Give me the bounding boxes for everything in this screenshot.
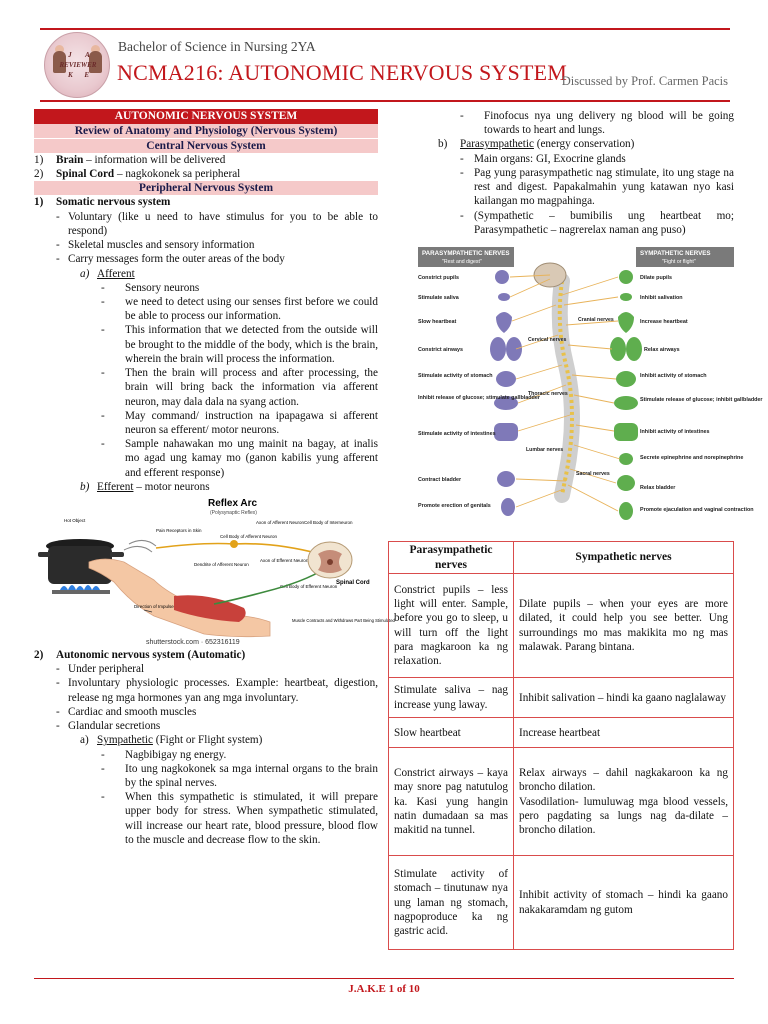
page-footer: J.A.K.E 1 of 10 [348, 983, 420, 995]
motion-line [129, 540, 156, 546]
bladder-icon [497, 471, 515, 487]
label-dendrite: Dendrite of Afferent Neuron [194, 562, 249, 568]
ans-list [34, 662, 378, 733]
symp-header: SYMPATHETIC NERVES [640, 249, 711, 257]
section-banner: Central Nervous System [34, 139, 378, 153]
column-header: Sympathetic nerves [514, 541, 734, 573]
definition: – nagkokonek sa peripheral [114, 168, 241, 181]
header-rule-top [40, 28, 730, 30]
term: Spinal Cord [56, 168, 115, 181]
list-item: - Sensory neurons [101, 281, 200, 294]
footer-rule [34, 978, 734, 979]
list-text: Involuntary physiologic processes. Example: heartbeat, digestion, release ng mga hormones yan ang mga involuntary. [68, 677, 378, 704]
list-number: 2) [34, 649, 44, 662]
list-text: May command/ instruction na ipapagawa si afferent neuron sa efferent/ motor neurons. [125, 409, 378, 436]
para-label: Stimulate activity of stomach [418, 372, 493, 379]
sub-title-rest: – motor neurons [133, 480, 210, 493]
symp-label: Stimulate release of glucose; inhibit gallbladder [640, 396, 763, 403]
list-text: Voluntary (like u need to have stimulus for you to be able to respond) [68, 210, 378, 237]
symp-label: Dilate pupils [640, 274, 673, 281]
table-row [389, 574, 734, 678]
reflex-subtitle: (Polysynaptic Reflex) [210, 510, 257, 517]
subheading [34, 648, 378, 662]
interneuron [327, 559, 333, 565]
symp-label: Promote ejaculation and vaginal contraction [640, 506, 754, 513]
genitals-icon [501, 498, 515, 516]
list-item: - Glandular secretions [56, 720, 161, 733]
list-text: Cardiac and smooth muscles [68, 705, 197, 718]
section-banner: AUTONOMIC NERVOUS SYSTEM [34, 109, 378, 124]
table-cell: Inhibit salivation – hindi ka gaano naglalaway [514, 678, 734, 718]
list-text: Sensory neurons [125, 281, 200, 294]
para-label: Constrict pupils [418, 274, 460, 281]
list-text: Main organs: GI, Exocrine glands [474, 152, 626, 165]
sympathetic-continued-list [388, 109, 734, 137]
left-column [34, 109, 395, 847]
sub-title: Parasympathetic [460, 138, 534, 151]
afferent-heading [34, 267, 378, 281]
list-item: - Cardiac and smooth muscles [56, 705, 197, 718]
list-text: Glandular secretions [68, 720, 161, 733]
eye-icon [619, 270, 633, 284]
symp-label: Relax bladder [640, 484, 676, 491]
autonomic-nerves-diagram [416, 245, 763, 535]
reflex-arc-illustration [34, 496, 395, 647]
para-label: Contract bladder [418, 476, 462, 483]
genitals-icon [619, 502, 633, 520]
symp-label: Inhibit activity of intestines [640, 428, 710, 435]
symp-label: Inhibit salivation [640, 294, 683, 301]
list-item: - (Sympathetic – bumibilis ung heartbeat mo; Parasympathetic – nagrerelax naman ang puso) [460, 209, 734, 236]
saliva-gland-icon [620, 293, 632, 301]
list-item: - Finofocus nya ung delivery ng blood will be going towards to heart and lungs. [460, 110, 734, 137]
sub-title: Sympathetic [97, 734, 153, 747]
list-item: - When this sympathetic is stimulated, it will prepare upper body for stress. When sympathetic stimulated, will increase our heart rate, blood pressure, blood flow to the muscle and decrease flow to the skin. [101, 791, 378, 846]
symp-label: Secrete epinephrine and norepinephrine [640, 454, 744, 461]
nerve-region-label: Cervical nerves [528, 336, 567, 343]
list-text: Carry messages form the outer areas of the body [68, 253, 285, 266]
sub-title-rest: (Fight or Flight system) [152, 734, 263, 747]
section-banner: Peripheral Nervous System [34, 181, 378, 195]
list-text: (Sympathetic – bumibilis ung heartbeat mo; Parasympathetic – nagrerelax naman ang puso) [474, 209, 734, 236]
logo-text: K E [67, 71, 95, 79]
comparison-table [388, 541, 734, 950]
stove [52, 590, 110, 594]
liver-icon [614, 396, 638, 410]
page-title: NCMA216: AUTONOMIC NERVOUS SYSTEM [117, 60, 567, 85]
label-pain-receptors: Pain Receptors in Skin [156, 528, 202, 534]
list-text: This information that we detected from the outside will be brought to the middle of the body, which is the brain, wherein the brain will process the information. [125, 324, 378, 365]
para-label: Constrict airways [418, 346, 463, 353]
table-header-row [389, 541, 734, 573]
list-item: - Nagbibigay ng energy. [101, 748, 227, 761]
eye-icon [495, 270, 509, 284]
list-text: When this sympathetic is stimulated, it will prepare upper body for stress. When sympathetic stimulated, will increase our heart rate, blood pressure, blood flow to the muscle and decrease flow to the skin. [125, 791, 378, 846]
stomach-icon [496, 371, 516, 387]
list-item [34, 153, 378, 167]
label-axon-efferent: Axon of Efferent Neuron [260, 558, 309, 564]
symp-label: Increase heartbeat [640, 318, 688, 325]
lung-icon [506, 337, 522, 361]
parasympathetic-list [388, 152, 734, 237]
table-cell: Constrict pupils – less light will enter. Sample, before you go to sleep, u will turn off the light para magkaroon ka ng relaxation. [389, 574, 514, 678]
intestine-icon [494, 423, 518, 441]
motion-line [124, 546, 152, 552]
sympathetic-heading [34, 733, 378, 747]
para-subheader: "Rest and digest" [442, 258, 482, 265]
sub-label: b) [80, 480, 90, 493]
list-item: - Voluntary (like u need to have stimulus for you to be able to respond) [56, 210, 378, 237]
section-banner: Review of Anatomy and Physiology (Nervous System) [34, 124, 378, 138]
table-row [389, 678, 734, 718]
list-item: - Sample nahawakan mo ung mainit na bagay, at inalis mo agad ung kamay mo (ganon kabilis yung afferent and efferent response) [101, 438, 378, 479]
pot-handle [38, 552, 50, 557]
table-row [389, 718, 734, 748]
label-spinal-cord: Spinal Cord [336, 580, 370, 587]
table-cell: Constrict airways – kaya may snore pag natutulog ka. Kasi yung hangin natin dumadaan sa mas makitid na tunnel. [389, 748, 514, 856]
para-label: Stimulate saliva [418, 294, 459, 301]
header-rule-bottom [40, 100, 730, 102]
list-item [34, 167, 378, 181]
list-text: we need to detect using our senses first before we could be able to process our information. [125, 295, 378, 323]
table-row [389, 748, 734, 856]
symp-label: Inhibit activity of stomach [640, 372, 707, 379]
list-item: - Carry messages form the outer areas of the body [56, 253, 285, 266]
reviewer-logo [44, 32, 110, 98]
subheading-text: Autonomic nervous system (Automatic) [56, 649, 246, 662]
adrenal-icon [619, 453, 633, 465]
table-cell: Inhibit activity of stomach – hindi ka gaano nakakaramdam ng gutom [514, 856, 734, 950]
image-credit: shutterstock.com · 652316119 [146, 639, 240, 647]
list-text: Under peripheral [68, 663, 145, 676]
logo-text: REVIEWER [59, 61, 97, 69]
list-item: - we need to detect using our senses first before we could be able to process our information. [101, 295, 378, 323]
label-hot-object: Hot Object [64, 518, 86, 524]
subheading-text: Somatic nervous system [56, 196, 171, 209]
label-cell-body-afferent: Cell Body of Afferent Neuron [220, 534, 277, 540]
stomach-icon [616, 371, 636, 387]
list-text: Ito ung nagkokonek sa mga internal organs to the brain by the spinal nerves. [125, 762, 378, 789]
symp-label: Relax airways [644, 346, 680, 353]
somatic-list [34, 210, 378, 267]
list-item: - Involuntary physiologic processes. Example: heartbeat, digestion, release ng mga hormones yan ang mga involuntary. [56, 677, 378, 704]
list-number: 1) [34, 154, 44, 166]
list-text: Nagbibigay ng energy. [125, 748, 227, 761]
list-item: - Main organs: GI, Exocrine glands [460, 152, 626, 165]
list-text: Then the brain will process and after processing, the brain will bring back the information via afferent neuron, may dala dala na syang action. [125, 367, 378, 408]
list-text: Skeletal muscles and sensory information [68, 239, 255, 252]
list-number: 1) [34, 196, 44, 209]
label-axon-afferent: Axon of Afferent Neuron [256, 520, 304, 526]
lung-icon [610, 337, 626, 361]
sympathetic-list [34, 748, 378, 848]
list-text: Finofocus nya ung delivery ng blood will be going towards to heart and lungs. [484, 110, 734, 137]
nerve-region-label: Cranial nerves [578, 316, 614, 323]
list-item: - Ito ung nagkokonek sa mga internal organs to the brain by the spinal nerves. [101, 762, 378, 789]
list-item: - Under peripheral [56, 663, 145, 676]
list-item: - May command/ instruction na ipapagawa si afferent neuron sa efferent/ motor neurons. [101, 409, 378, 436]
definition: – information will be delivered [83, 154, 226, 166]
label-cell-body-interneuron: Cell Body of Interneuron [304, 520, 353, 526]
list-item: - This information that we detected from the outside will be brought to the middle of the body, which is the brain, wherein the brain will process the information. [101, 324, 378, 365]
logo-text: J A [68, 51, 96, 59]
list-item: - Then the brain will process and after processing, the brain will bring back the information via afferent neuron, may dala dala na syang action. [101, 367, 378, 408]
course-subtitle: Bachelor of Science in Nursing 2YA [118, 39, 316, 54]
para-header: PARASYMPATHETIC NERVES [422, 249, 510, 257]
flame-icon [60, 585, 100, 590]
table-cell: Slow heartbeat [389, 718, 514, 748]
lung-icon [626, 337, 642, 361]
para-label: Slow heartbeat [418, 318, 457, 325]
lung-icon [490, 337, 506, 361]
label-cell-body-efferent: Cell Body of Efferent Neuron [280, 584, 338, 590]
para-label: Promote erection of genitals [418, 502, 491, 509]
ans-illustration [416, 245, 763, 535]
sub-title: Afferent [97, 267, 135, 280]
sub-title: Efferent [97, 480, 134, 493]
afferent-list [34, 281, 378, 480]
table-cell: Relax airways – dahil nagkakaroon ka ng broncho dilation. Vasodilation- lumuluwag mga blood vessels, pero pagdating sa lungs nag da-dilate – broncho dilation. [514, 748, 734, 856]
symp-subheader: "Fight or flight" [662, 258, 696, 265]
sub-label: a) [80, 734, 89, 747]
sub-label: a) [80, 267, 90, 280]
nerve-region-label: Thoracic nerves [528, 390, 568, 397]
table-cell: Stimulate activity of stomach – tinutunaw nya ung laman ng stomach, nagpoproduce ka ng gastric acid. [389, 856, 514, 950]
saliva-gland-icon [498, 293, 510, 301]
table-cell: Dilate pupils – when your eyes are more dilated, it could help you see better. Ung surroundings mo mas makikita mo ng mas malawak. Parang bintana. [514, 574, 734, 678]
label-direction: Direction of Impulse [134, 604, 174, 610]
efferent-heading [34, 480, 378, 494]
reflex-title: Reflex Arc [208, 498, 258, 510]
list-item: - Skeletal muscles and sensory information [56, 239, 255, 252]
pot-handle [110, 552, 124, 557]
afferent-neuron [156, 544, 320, 555]
sub-label: b) [438, 138, 448, 151]
label-muscle: Muscle Contracts and Withdraws Part Being Stimulated [292, 618, 395, 624]
table-cell: Stimulate saliva – nag increase yung laway. [389, 678, 514, 718]
term: Brain [56, 154, 84, 166]
list-text: Pag yung parasympathetic nag stimulate, ito ung stage na rest and digest. Papakalmahin yung katawan nyo kasi kailangan mo magpahinga. [474, 166, 734, 208]
column-header: Parasympathetic nerves [389, 541, 514, 573]
intestine-icon [614, 423, 638, 441]
afferent-cell-body [230, 540, 238, 548]
table-row [389, 856, 734, 950]
para-label: Inhibit release of glucose; stimulate gallbladder [418, 394, 540, 401]
list-number: 2) [34, 168, 44, 181]
nerve-region-label: Sacral nerves [576, 470, 610, 477]
list-text: Sample nahawakan mo ung mainit na bagay, at inalis mo agad ung kamay mo (ganon kabilis yung afferent and efferent response) [125, 438, 378, 479]
reflex-arc-figure [34, 496, 395, 647]
right-column [388, 109, 763, 950]
sub-title-rest: (energy conservation) [533, 138, 635, 151]
discussed-by: Discussed by Prof. Carmen Pacis [561, 74, 728, 88]
bladder-icon [617, 475, 635, 491]
para-label: Stimulate activity of intestines [418, 430, 496, 437]
nerve-region-label: Lumbar nerves [526, 446, 564, 453]
list-item: - Pag yung parasympathetic nag stimulate, ito ung stage na rest and digest. Papakalmahin yung katawan nyo kasi kailangan mo magpahinga. [460, 166, 734, 208]
parasympathetic-heading [388, 137, 734, 151]
table-cell: Increase heartbeat [514, 718, 734, 748]
subheading [34, 195, 378, 209]
